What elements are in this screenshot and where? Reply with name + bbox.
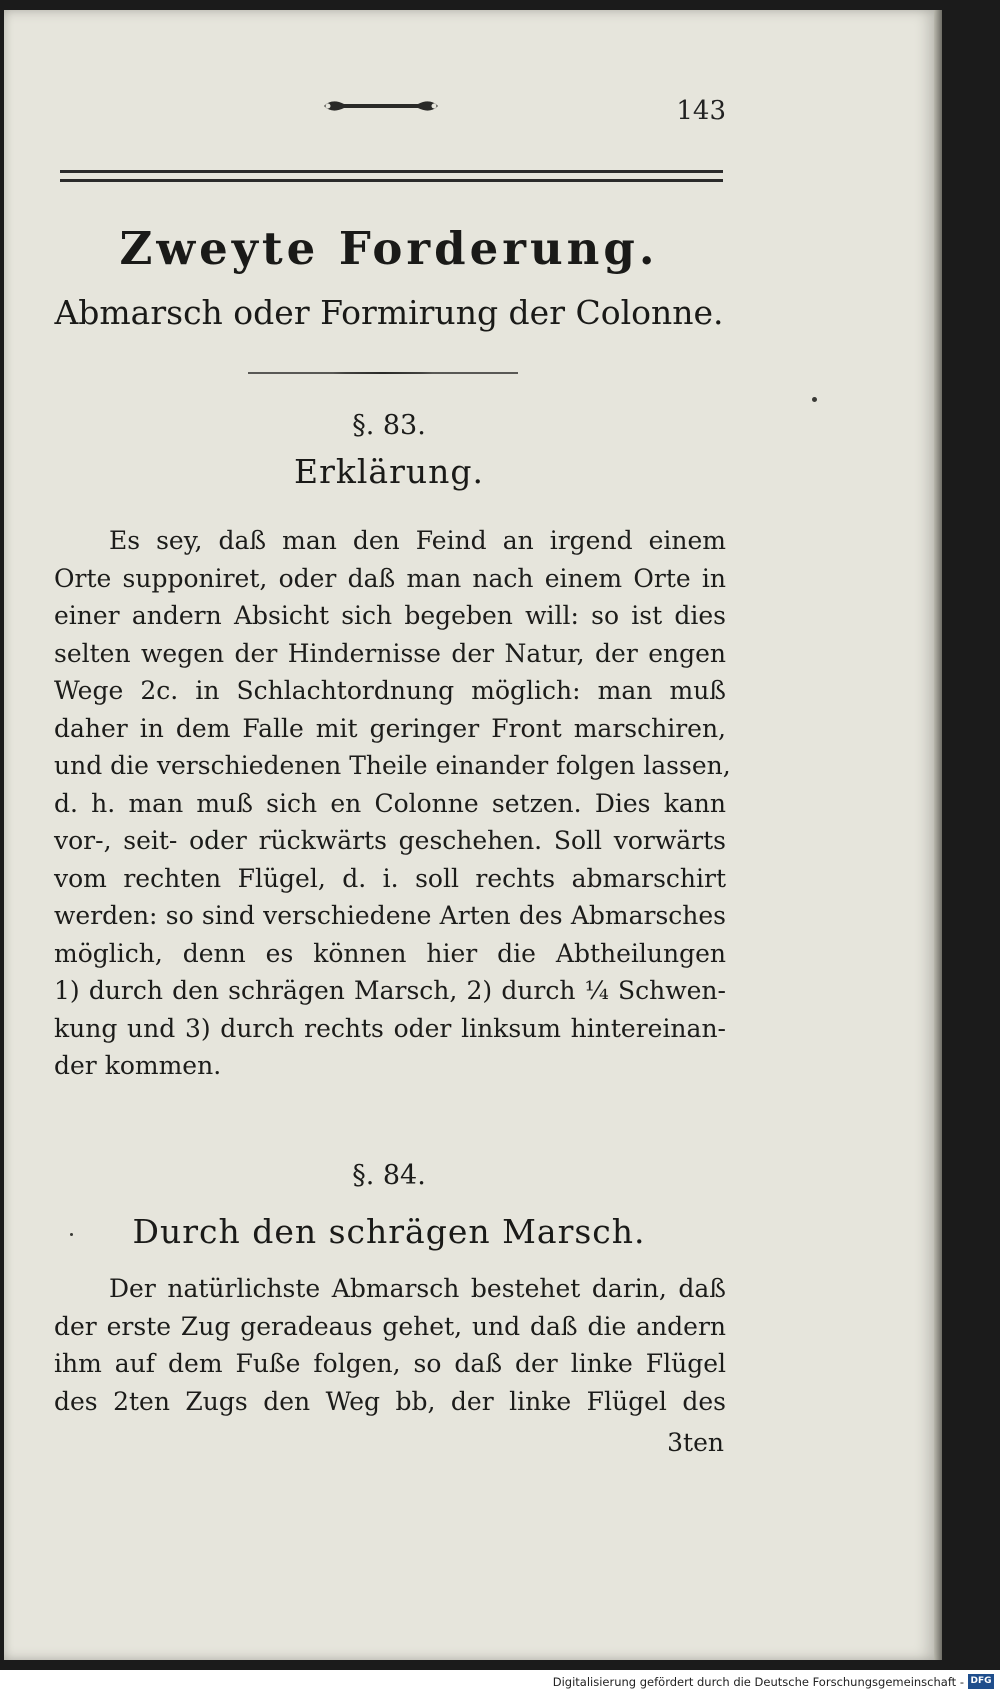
header-ornament <box>322 98 440 114</box>
page-edge <box>934 10 942 1660</box>
catchword: 3ten <box>667 1428 724 1457</box>
text-line: einer andern Absicht sich begeben will: so ist dies <box>54 601 726 630</box>
text-line: werden: so sind verschiedene Arten des Abmarsches <box>54 901 726 930</box>
text-line: vor-, seit- oder rückwärts geschehen. Soll vorwärts <box>54 826 726 855</box>
text-line: 1) durch den schrägen Marsch, 2) durch ¼ Schwen- <box>54 976 726 1005</box>
page-number: 143 <box>676 96 726 126</box>
text-line: Es sey, daß man den Feind an irgend einem <box>109 526 726 555</box>
text-line: ihm auf dem Fuße folgen, so daß der linke Flügel <box>54 1349 726 1378</box>
text-line: Der natürlichste Abmarsch bestehet darin, daß <box>109 1274 726 1303</box>
section-divider <box>248 371 518 375</box>
text-line: selten wegen der Hindernisse der Natur, der engen <box>54 638 726 668</box>
header-rule <box>60 170 723 182</box>
text-line: und die verschiedenen Theile einander folgen lassen, <box>54 751 731 780</box>
section-number: §. 84. <box>352 1160 426 1191</box>
chapter-heading: Zweyte Forderung. <box>119 222 659 275</box>
text-line: daher in dem Falle mit geringer Front marschiren, <box>54 713 726 743</box>
paper-speck <box>812 397 817 402</box>
text-line: der kommen. <box>54 1051 222 1080</box>
text-line: d. h. man muß sich en Colonne setzen. Dies kann <box>54 788 726 818</box>
paragraph <box>54 1270 726 1420</box>
section-title: Durch den schrägen Marsch. <box>132 1212 646 1251</box>
section-title: Erklärung. <box>294 452 484 491</box>
text-line: möglich, denn es können hier die Abtheilungen <box>54 938 726 968</box>
text-line: Orte supponiret, oder daß man nach einem Orte in <box>54 563 726 593</box>
footer-credit: Digitalisierung gefördert durch die Deutsche Forschungsgemeinschaft - <box>552 1675 964 1689</box>
dfg-logo: DFG <box>968 1674 994 1689</box>
text-line: des 2ten Zugs den Weg bb, der linke Flügel des <box>54 1386 726 1416</box>
text-line: vom rechten Flügel, d. i. soll rechts abmarschirt <box>54 863 726 893</box>
text-line: kung und 3) durch rechts oder linksum hintereinan- <box>54 1013 726 1043</box>
chapter-subheading: Abmarsch oder Formirung der Colonne. <box>54 293 724 332</box>
paragraph <box>54 522 731 1085</box>
text-line: Wege 2c. in Schlachtordnung möglich: man muß <box>54 676 726 705</box>
section-number: §. 83. <box>352 410 426 441</box>
paper-speck <box>70 1233 73 1236</box>
text-line: der erste Zug geradeaus gehet, und daß die andern <box>54 1311 726 1341</box>
